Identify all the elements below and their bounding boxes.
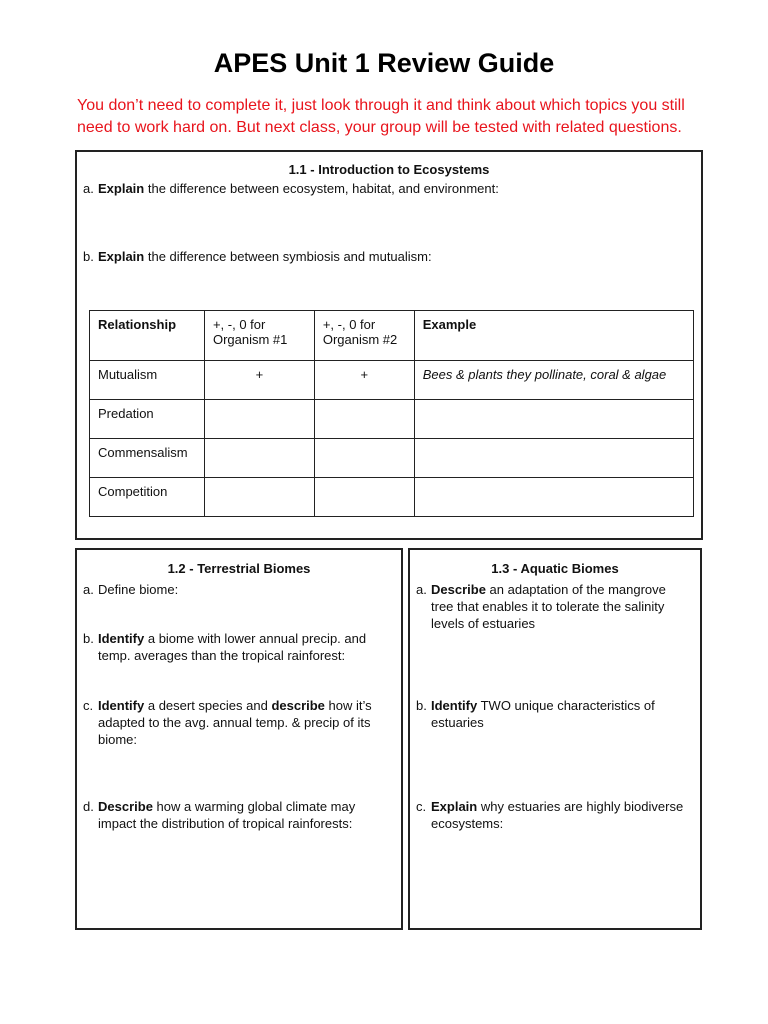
column-header: +, -, 0 for Organism #1 xyxy=(204,311,314,361)
question-1-3-a xyxy=(416,581,691,632)
table-cell[interactable] xyxy=(414,478,693,517)
table-header-row xyxy=(90,311,694,361)
question-verb: Identify xyxy=(98,631,145,646)
table-cell[interactable]: Bees & plants they pollinate, coral & algae xyxy=(414,361,693,400)
question-verb: Identify xyxy=(98,698,145,713)
question-verb: Explain xyxy=(98,249,145,264)
question-label: b. xyxy=(416,698,427,713)
question-text: a biome with lower annual precip. and temp. averages than the tropical rainforest: xyxy=(98,631,367,663)
section-1-3-header: 1.3 - Aquatic Biomes xyxy=(491,561,619,576)
table-cell: Mutualism xyxy=(90,361,205,400)
question-label: c. xyxy=(416,799,427,814)
column-header: Example xyxy=(414,311,693,361)
question-verb: Explain xyxy=(98,181,145,196)
page-title: APES Unit 1 Review Guide xyxy=(213,48,555,78)
column-header: Relationship xyxy=(90,311,205,361)
table-cell[interactable] xyxy=(204,400,314,439)
question-text: TWO unique characteristics of estuaries xyxy=(431,698,655,730)
instruction-note: You don’t need to complete it, just look through it and think about which topics you still need to work hard on. But next class, your group will be tested with related questions. xyxy=(77,97,685,136)
question-1-3-c xyxy=(416,798,691,832)
table-cell[interactable] xyxy=(414,400,693,439)
table-cell[interactable] xyxy=(204,478,314,517)
question-1-2-c xyxy=(83,697,388,748)
question-verb: Explain xyxy=(431,799,478,814)
question-1-3-b xyxy=(416,697,691,731)
question-verb-2: describe xyxy=(271,698,325,713)
question-1-1-a xyxy=(83,180,683,197)
question-verb: Describe xyxy=(98,799,153,814)
question-1-2-a xyxy=(83,581,388,598)
section-1-1 xyxy=(75,150,703,540)
question-label: b. xyxy=(83,249,94,264)
question-text: Define biome: xyxy=(98,582,179,597)
question-text: how a warming global climate may impact the distribution of tropical rainforests: xyxy=(98,799,356,831)
table-cell[interactable]: + xyxy=(314,361,414,400)
table-cell: Commensalism xyxy=(90,439,205,478)
question-text: the difference between symbiosis and mutualism: xyxy=(144,249,432,264)
section-1-1-header: 1.1 - Introduction to Ecosystems xyxy=(288,162,490,177)
table-row xyxy=(90,439,694,478)
question-label: b. xyxy=(83,631,94,646)
table-cell[interactable] xyxy=(204,439,314,478)
question-1-1-b xyxy=(83,248,683,265)
question-text: the difference between ecosystem, habitat, and environment: xyxy=(144,181,499,196)
table-cell[interactable] xyxy=(314,400,414,439)
table-cell: Predation xyxy=(90,400,205,439)
question-text: how it’s adapted to the avg. annual temp. & precip of its biome: xyxy=(98,698,372,747)
table-cell[interactable] xyxy=(414,439,693,478)
question-label: a. xyxy=(83,181,94,196)
table-cell: Competition xyxy=(90,478,205,517)
table-cell[interactable]: + xyxy=(204,361,314,400)
question-verb: Identify xyxy=(431,698,478,713)
question-label: d. xyxy=(83,799,94,814)
question-1-2-d xyxy=(83,798,388,832)
table-row xyxy=(90,400,694,439)
question-label: a. xyxy=(83,582,94,597)
relationship-table xyxy=(89,310,694,517)
table-cell[interactable] xyxy=(314,439,414,478)
question-text: why estuaries are highly biodiverse ecosystems: xyxy=(431,799,684,831)
question-label: c. xyxy=(83,698,94,713)
question-1-2-b xyxy=(83,630,388,664)
table-cell[interactable] xyxy=(314,478,414,517)
question-verb: Describe xyxy=(431,582,486,597)
question-text: an adaptation of the mangrove tree that enables it to tolerate the salinity levels of estuaries xyxy=(431,582,666,631)
question-text: a desert species and xyxy=(144,698,272,713)
column-header: +, -, 0 for Organism #2 xyxy=(314,311,414,361)
section-1-2-header: 1.2 - Terrestrial Biomes xyxy=(167,561,311,576)
section-1-2 xyxy=(75,548,403,930)
section-1-3 xyxy=(408,548,702,930)
table-row xyxy=(90,361,694,400)
table-row xyxy=(90,478,694,517)
question-label: a. xyxy=(416,582,427,597)
